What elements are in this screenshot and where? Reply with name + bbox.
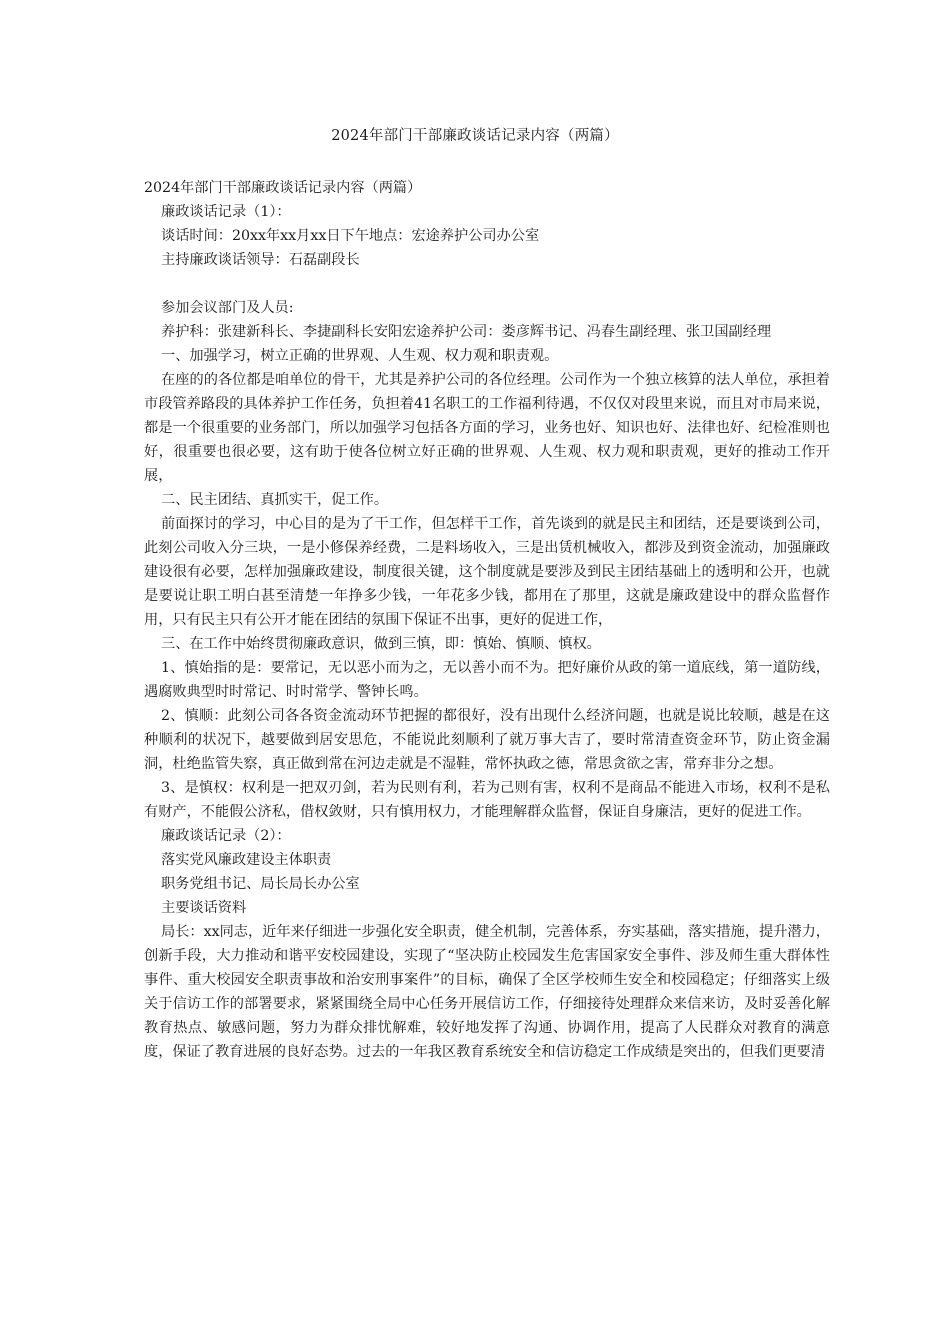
paragraph: 谈话时间：20xx年xx月xx日下午地点：宏途养护公司办公室 <box>161 228 540 244</box>
paragraph: 落实党风廉政建设主体职责 <box>161 852 332 868</box>
paragraph: 职务党组书记、局长局长办公室 <box>161 876 360 892</box>
paragraph: 主持廉政谈话领导：石磊副段长 <box>161 252 360 268</box>
blank-line <box>144 272 830 296</box>
paragraph: 养护科：张建新科长、李捷副科长安阳宏途养护公司：娄彦辉书记、冯春生副经理、张卫国副经理 <box>161 324 772 340</box>
body-heading: 2024年部门干部廉政谈话记录内容（两篇） <box>144 180 422 196</box>
paragraph: 1、慎始指的是：要常记，无以恶小而为之，无以善小而不为。把好廉价从政的第一道底线，第一道防线，遇腐败典型时时常记、时时常学、警钟长鸣。 <box>144 660 830 700</box>
paragraph: 廉政谈话记录（2）： <box>161 828 291 844</box>
paragraph: 在座的的各位都是咱单位的骨干，尤其是养护公司的各位经理。公司作为一个独立核算的法人单位，承担着市段管养路段的具体养护工作任务，负担着41名职工的工作福利待遇，不仅仅对段里来说，而且对市局来说，都是一个很重要的业务部门，所以加强学习包括各方面的学习，业务也好、知识也好、法律也好、纪检准则也好，很重要也很必要，这有助于使各位树立好正确的世界观、人生观、权力观和职责观，更好的推动工作开展， <box>144 372 830 484</box>
paragraph: 主要谈话资料 <box>161 900 247 916</box>
paragraph: 2、慎顺：此刻公司各各资金流动环节把握的都很好，没有出现什么经济问题，也就是说比较顺，越是在这种顺利的状况下，越要做到居安思危，不能说此刻顺利了就万事大吉了，要时常清查资金环节，防止资金漏洞，杜绝监管失察，真正做到常在河边走就是不湿鞋，常怀执政之德，常思贪欲之害，常弃非分之想。 <box>144 708 830 772</box>
paragraph: 廉政谈话记录（1）： <box>161 204 291 220</box>
section-heading: 一、加强学习，树立正确的世界观、人生观、权力观和职责观。 <box>161 348 559 364</box>
document-body <box>144 176 830 1064</box>
section-heading: 三、在工作中始终贯彻廉政意识，做到三慎，即：慎始、慎顺、慎权。 <box>161 636 601 652</box>
section-heading: 二、民主团结、真抓实干，促工作。 <box>161 492 389 508</box>
paragraph: 3、是慎权：权利是一把双刃剑，若为民则有利，若为己则有害，权利不是商品不能进入市场，权利不是私有财产，不能假公济私，借权敛财，只有慎用权力，才能理解群众监督，保证自身廉洁，更好的促进工作。 <box>144 780 830 820</box>
paragraph: 局长：xx同志，近年来仔细进一步强化安全职责，健全机制，完善体系，夯实基础，落实措施，提升潜力，创新手段，大力推动和谐平安校园建设，实现了“坚决防止校园发生危害国家安全事件、涉及师生重大群体性事件、重大校园安全职责事故和治安刑事案件”的目标，确保了全区学校师生安全和校园稳定；仔细落实上级关于信访工作的部署要求，紧紧围绕全局中心任务开展信访工作，仔细接待处理群众来信来访，及时妥善化解教育热点、敏感问题，努力为群众排忧解难，较好地发挥了沟通、协调作用，提高了人民群众对教育的满意度，保证了教育进展的良好态势。过去的一年我区教育系统安全和信访稳定工作成绩是突出的，但我们更要清 <box>144 924 830 1060</box>
paragraph: 前面探讨的学习，中心目的是为了干工作，但怎样干工作，首先谈到的就是民主和团结，还是要谈到公司，此刻公司收入分三块，一是小修保养经费，二是料场收入，三是出赁机械收入，都涉及到资金流动，加强廉政建设很有必要，怎样加强廉政建设，制度很关键，这个制度就是要涉及到民主团结基础上的透明和公开，也就是要说让职工明白甚至清楚一年挣多少钱，一年花多少钱，都用在了那里，这就是廉政建设中的群众监督作用，只有民主只有公开才能在团结的氛围下保证不出事，更好的促进工作， <box>144 516 830 628</box>
document-title: 2024年部门干部廉政谈话记录内容（两篇） <box>331 128 619 144</box>
paragraph: 参加会议部门及人员: <box>161 300 294 316</box>
